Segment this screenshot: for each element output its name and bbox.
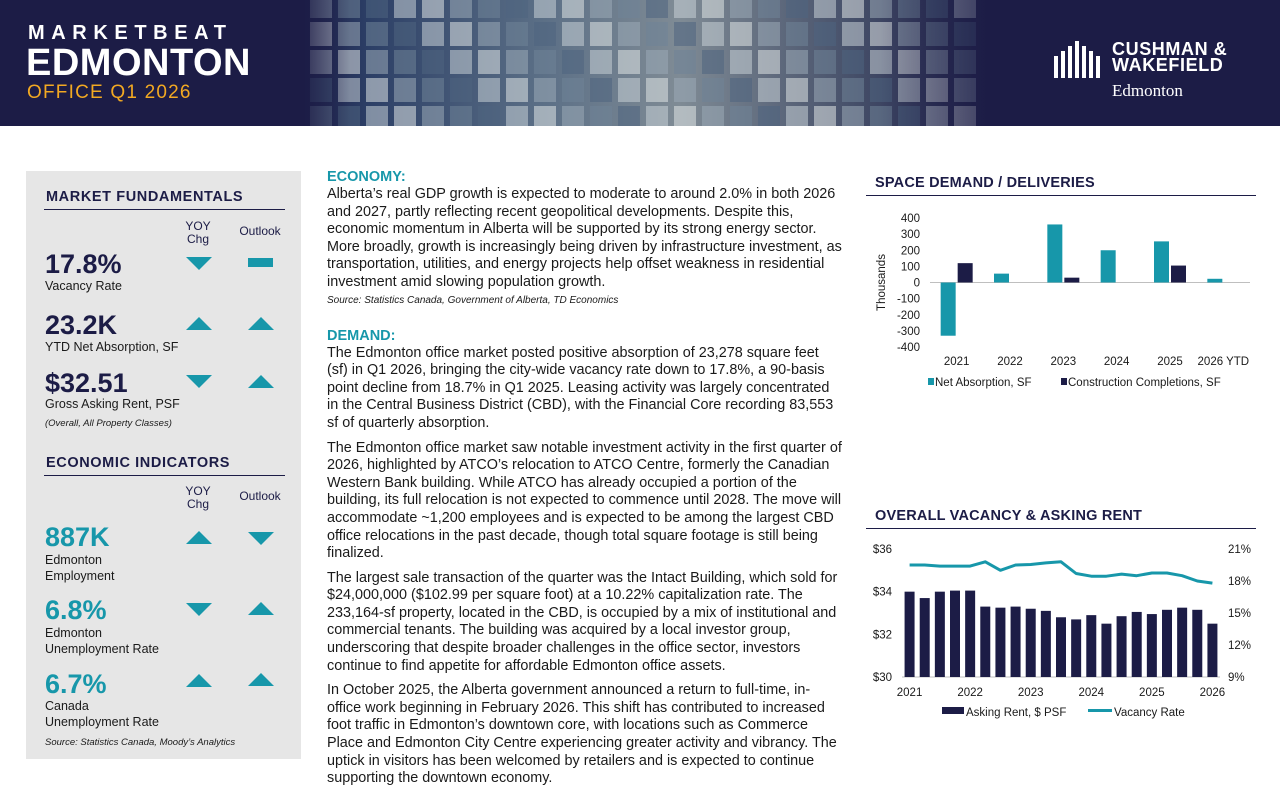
y-tick-label: -100 (896, 293, 920, 306)
rent-bar (1041, 611, 1051, 677)
legend-label: Construction Completions, SF (1068, 377, 1221, 389)
rent-bar (1192, 610, 1202, 677)
space-demand-chart (866, 205, 1266, 400)
y-tick-label: 200 (900, 245, 920, 258)
x-tick-label: 2021 (943, 356, 970, 368)
rent-bar (1177, 608, 1187, 677)
legend-label: Net Absorption, SF (935, 377, 1032, 389)
economy-source: Source: Statistics Canada, Government of Alberta, TD Economics (327, 294, 619, 306)
report-subtitle: OFFICE Q1 2026 (27, 82, 192, 103)
rent-bar (1207, 624, 1217, 677)
logo-city: Edmonton (1112, 81, 1183, 100)
bar-absorption (1207, 279, 1222, 283)
legend-label: Asking Rent, $ PSF (966, 707, 1067, 719)
bar-completions (1171, 266, 1186, 283)
y-tick-label: -200 (896, 309, 920, 322)
right-tick-label: 12% (1228, 640, 1252, 652)
rent-bar (950, 591, 960, 677)
demand-paragraph: The Edmonton office market posted positive absorption of 23,278 square feet (sf) in Q1 2026, bringing the city-wide vacancy rate down to 17.8%, a 90-basis point decline from 18.7% in Q1 2025. Leasing activity was largely concentrated in the Central Business District (CBD), with the Financial Core recording 83,553 sf of quarterly absorption. (327, 344, 834, 431)
yoy-header: YOY Chg (185, 484, 211, 511)
net-absorption-value: 23.2K (45, 310, 118, 340)
bar-absorption (941, 283, 956, 336)
vacancy-rent-chart (866, 535, 1266, 725)
economy-paragraph: Alberta’s real GDP growth is expected to moderate to around 2.0% in both 2026 and 2027, partly reflecting recent geopolitical developments. Despite this, economic momentum in Alberta will be supported by its strong energy sector. More broadly, growth is increasingly being driven by infrastructure investment, as transportation, utilities, and energy projects help offset weakness in residential investment amid slowing population growth. (327, 186, 842, 290)
edmonton-unemployment-label: Edmonton Unemployment Rate (45, 626, 159, 656)
rent-bar (1086, 615, 1096, 677)
arrow-down-icon (248, 532, 274, 545)
rent-bar (995, 608, 1005, 677)
rent-bar (905, 592, 915, 677)
employment-value: 887K (45, 522, 110, 552)
rent-bar (1011, 607, 1021, 677)
demand-paragraph: In October 2025, the Alberta government announced a return to full-time, in-office work beginning in February 2026. This shift has contributed to increased foot traffic in Edmonton’s downtown core, with locations such as Commerce Place and Edmonton City Centre experiencing greater activity and vibrancy. The uptick in visitors has been welcomed by retailers and is expected to continue supporting the downtown economy. (327, 682, 837, 787)
vacancy-rate-label: Vacancy Rate (45, 279, 122, 293)
bar-absorption (1101, 250, 1116, 282)
arrow-up-icon (248, 673, 274, 686)
chart-title-space-demand: SPACE DEMAND / DELIVERIES (875, 175, 1095, 191)
y-tick-label: 0 (913, 277, 920, 290)
left-tick-label: $32 (872, 629, 892, 642)
economic-indicators-title: ECONOMIC INDICATORS (46, 455, 231, 471)
arrow-up-icon (186, 317, 212, 330)
demand-paragraph: The Edmonton office market saw notable investment activity in the first quarter of 2026, highlighted by ATCO’s relocation to ATCO Centre, formerly the Canadian Western Bank building. While ATCO has already occupied a portion of the building, its full relocation is not expected to commence until 2028. The move will accommodate ~1,200 employees and is expected to be among the largest CBD office relocations in the past decade, though total square footage is still being finalized. (327, 439, 842, 562)
chart-title-vacancy-rent: OVERALL VACANCY & ASKING RENT (875, 508, 1143, 524)
bar-completions (958, 263, 973, 282)
asking-rent-label: Gross Asking Rent, PSF (45, 397, 180, 411)
bar-absorption (1154, 241, 1169, 282)
yoy-header: YOY Chg (185, 219, 211, 246)
arrow-up-icon (186, 674, 212, 687)
outlook-header: Outlook (239, 489, 281, 503)
y-tick-label: -300 (896, 325, 920, 338)
left-tick-label: $36 (872, 544, 892, 556)
arrow-down-icon (186, 375, 212, 388)
rent-bar (965, 591, 975, 677)
vacancy-line (910, 562, 1213, 583)
rent-bar (935, 592, 945, 677)
indicators-source: Source: Statistics Canada, Moody’s Analytics (45, 737, 236, 748)
y-axis-label: Thousands (876, 254, 888, 311)
rent-bar (1071, 619, 1081, 677)
arrow-up-icon (186, 531, 212, 544)
arrow-down-icon (186, 257, 212, 270)
rent-bar (1056, 617, 1066, 677)
employment-label: Edmonton Employment (45, 553, 115, 583)
right-tick-label: 21% (1228, 544, 1252, 556)
x-tick-label: 2026 (1199, 687, 1226, 699)
x-tick-label: 2026 YTD (1197, 356, 1250, 368)
x-tick-label: 2025 (1157, 356, 1183, 368)
y-tick-label: 300 (900, 229, 920, 242)
y-tick-label: 400 (900, 213, 920, 225)
bar-absorption (994, 274, 1009, 283)
asking-rent-value: $32.51 (45, 368, 128, 398)
market-fundamentals-title: MARKET FUNDAMENTALS (46, 189, 244, 205)
outlook-header: Outlook (239, 224, 281, 238)
net-absorption-label: YTD Net Absorption, SF (45, 340, 179, 354)
left-tick-label: $30 (872, 672, 892, 684)
flat-dash-icon (248, 258, 273, 267)
logo-line-1: CUSHMAN & (1112, 39, 1228, 59)
report-body (327, 169, 842, 788)
x-tick-label: 2022 (957, 687, 983, 699)
x-tick-label: 2023 (1050, 356, 1077, 368)
x-tick-label: 2024 (1103, 356, 1130, 368)
x-tick-label: 2025 (1139, 687, 1165, 699)
rent-bar (980, 607, 990, 677)
y-tick-label: -400 (896, 342, 920, 354)
arrow-down-icon (186, 603, 212, 616)
right-tick-label: 9% (1228, 672, 1245, 684)
rent-bar (1147, 614, 1157, 677)
legend-swatch (928, 378, 934, 385)
rent-bar (1026, 609, 1036, 677)
rent-bar (920, 598, 930, 677)
economy-heading: ECONOMY: (327, 169, 406, 185)
marketbeat-brand: MARKETBEAT (28, 22, 233, 44)
right-tick-label: 15% (1228, 608, 1252, 620)
legend-swatch (1061, 378, 1067, 385)
x-tick-label: 2021 (896, 687, 923, 699)
x-tick-label: 2023 (1017, 687, 1044, 699)
logo-line-2: WAKEFIELD (1112, 55, 1224, 75)
right-tick-label: 18% (1228, 576, 1252, 588)
fundamentals-panel (26, 171, 301, 759)
rent-bar (1101, 624, 1111, 677)
cushman-wakefield-logo (1052, 38, 1252, 104)
bar-absorption (1047, 224, 1062, 282)
logo-mark-icon (1052, 40, 1104, 78)
arrow-up-icon (248, 317, 274, 330)
y-tick-label: 100 (900, 261, 920, 274)
header-banner (0, 0, 1280, 126)
vacancy-rate-value: 17.8% (45, 249, 122, 279)
rent-bar (1117, 616, 1127, 677)
canada-unemployment-label: Canada Unemployment Rate (45, 699, 159, 729)
rent-bar (1162, 610, 1172, 677)
arrow-up-icon (248, 375, 274, 388)
legend-label: Vacancy Rate (1114, 707, 1185, 719)
demand-heading: DEMAND: (327, 327, 396, 344)
canada-unemployment-value: 6.7% (45, 669, 107, 699)
arrow-up-icon (248, 602, 274, 615)
x-tick-label: 2024 (1078, 687, 1105, 699)
left-tick-label: $34 (872, 586, 892, 599)
rent-bar (1132, 612, 1142, 677)
edmonton-unemployment-value: 6.8% (45, 595, 107, 625)
legend-swatch (942, 707, 964, 714)
property-class-note: (Overall, All Property Classes) (45, 418, 172, 429)
city-title: EDMONTON (26, 42, 251, 84)
x-tick-label: 2022 (997, 356, 1023, 368)
bar-completions (1064, 278, 1079, 283)
demand-paragraph: The largest sale transaction of the quarter was the Intact Building, which sold for $24,000,000 ($102.99 per square foot) at a 10.22% capitalization rate. The 233,164-sf property, located in the CBD, is occupied by a mix of institutional and commercial tenants. The building was acquired by a local investor group, underscoring that despite broader challenges in the office sector, investors continue to find appetite for affordable Edmonton office assets. (327, 569, 838, 674)
